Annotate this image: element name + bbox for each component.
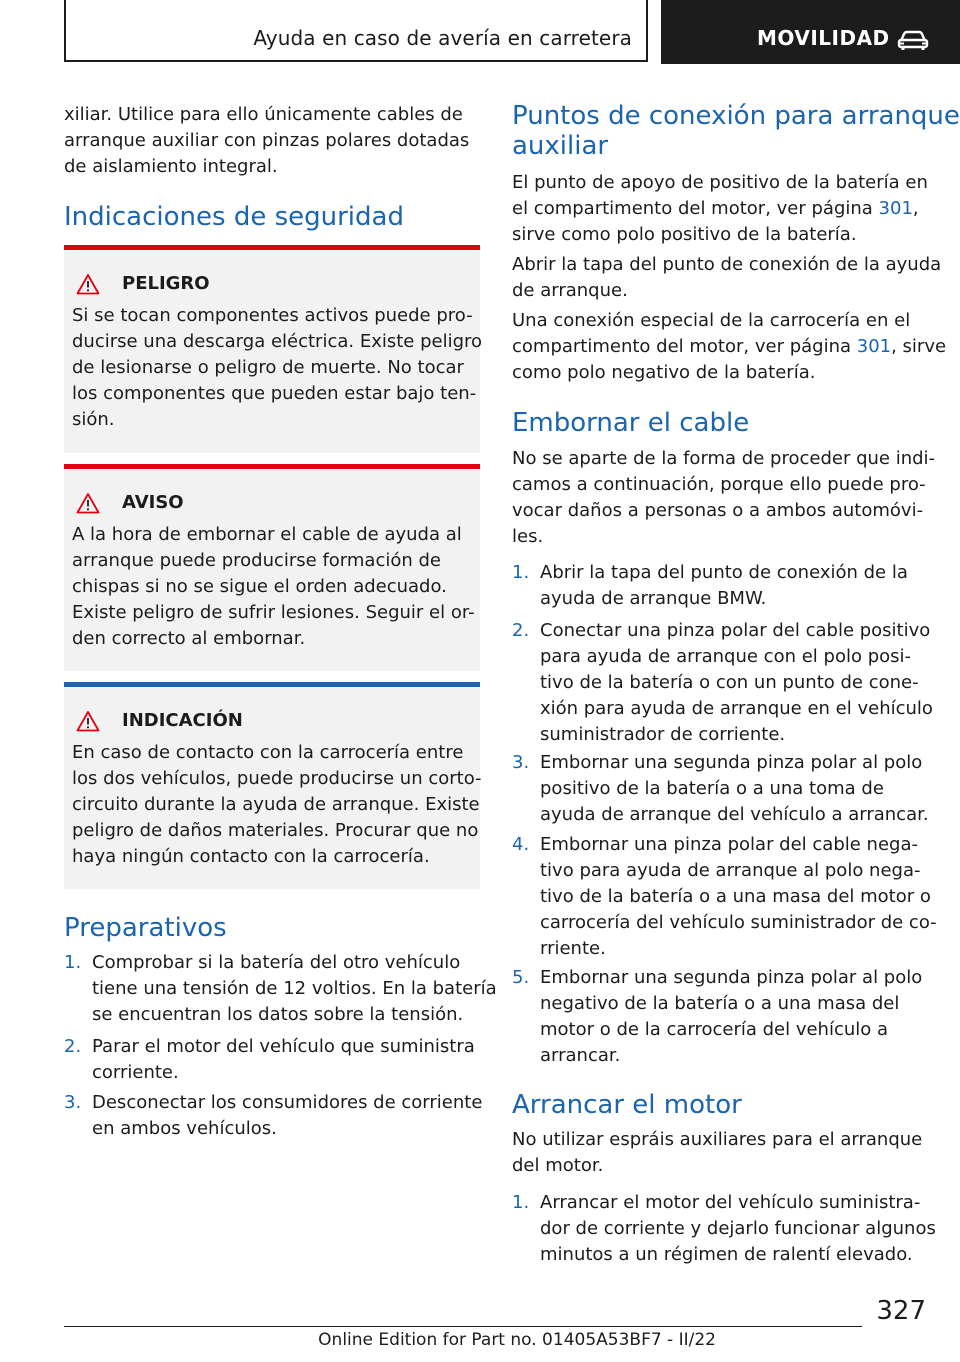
notice-bar <box>64 682 480 687</box>
points-heading: Puntos de conexión para arranque auxiliar <box>512 101 960 161</box>
car-icon <box>897 28 929 52</box>
warning-triangle-icon <box>76 273 100 295</box>
list-item <box>512 965 932 1071</box>
step-text: Abrir la tapa del punto de conexión de la ayuda de arranque BMW. <box>540 562 908 609</box>
warning-triangle-icon <box>76 710 100 732</box>
warning-bar <box>64 464 480 469</box>
step-text: Comprobar si la batería del otro vehículo tiene una tensión de 12 voltios. En la batería se encuentran los datos sobre la tensión. <box>92 952 497 1025</box>
points-text: Una conexión especial de la carrocería en el compartimento del motor, ver página <box>512 310 911 357</box>
points-paragraph-2: Abrir la tapa del punto de conexión de la ayuda de arranque. <box>512 254 942 301</box>
points-paragraph-3 <box>512 308 946 386</box>
step-text: Arrancar el motor del vehículo suministra- dor de corriente y dejarlo funcionar algunos minutos a un régimen de ralentí elevado. <box>540 1192 936 1265</box>
danger-bar <box>64 245 480 250</box>
chapter-tab <box>64 0 648 62</box>
step-number: 3. <box>64 1092 82 1113</box>
footer-divider <box>64 1326 862 1327</box>
step-text: Embornar una segunda pinza polar al polo positivo de la batería o a una toma de ayuda de arranque del vehículo a arrancar. <box>540 752 929 825</box>
list-item <box>64 1090 484 1144</box>
list-item <box>512 750 932 830</box>
section-label: MOVILIDAD <box>757 26 890 50</box>
list-item <box>512 1190 936 1270</box>
page-header <box>64 0 960 66</box>
prep-heading: Preparativos <box>64 913 227 943</box>
notice-label: INDICACIÓN <box>122 710 243 731</box>
intro-paragraph: xiliar. Utilice para ello únicamente cables de arranque auxiliar con pinzas polares dotadas de aislamiento integral. <box>64 104 470 177</box>
cable-intro: No se aparte de la forma de proceder que indi- camos a continuación, porque ello puede pro- vocar daños a personas o a ambos automóvi- les. <box>512 448 936 547</box>
step-text: Embornar una segunda pinza polar al polo negativo de la batería o a una masa del motor o de la carrocería del vehículo a arrancar. <box>540 967 923 1066</box>
step-text: Desconectar los consumidores de corriente en ambos vehículos. <box>92 1092 483 1139</box>
list-item <box>512 560 932 614</box>
warning-box <box>64 464 480 671</box>
step-text: Embornar una pinza polar del cable nega- tivo para ayuda de arranque al polo nega- tivo de la batería o a una masa del motor o carrocería del vehículo suministrador de co- rriente. <box>540 834 937 959</box>
page-link[interactable]: 301 <box>856 336 892 357</box>
list-item <box>512 618 932 750</box>
safety-heading: Indicaciones de seguridad <box>64 202 404 232</box>
list-item <box>512 832 937 964</box>
danger-box <box>64 245 483 453</box>
step-number: 1. <box>512 562 530 583</box>
list-item <box>64 1034 484 1088</box>
step-number: 3. <box>512 752 530 773</box>
cable-heading: Embornar el cable <box>512 408 750 438</box>
list-item <box>64 950 497 1030</box>
page-number: 327 <box>876 1296 926 1326</box>
warning-triangle-icon <box>76 492 100 514</box>
edition-text: Online Edition for Part no. 01405A53BF7 - II/22 <box>318 1330 716 1350</box>
start-intro: No utilizar espráis auxiliares para el arranque del motor. <box>512 1129 923 1176</box>
danger-label: PELIGRO <box>122 273 210 294</box>
warning-text: A la hora de embornar el cable de ayuda al arranque puede producirse formación de chispas si no se sigue el orden adecuado. Existe peligro de sufrir lesiones. Seguir el or- den correcto al embornar. <box>72 524 475 649</box>
chapter-title: Ayuda en caso de avería en carretera <box>253 26 632 50</box>
notice-text: En caso de contacto con la carrocería entre los dos vehículos, puede producirse un corto- circuito durante la ayuda de arranque. Existe peligro de daños materiales. Procurar que no haya ningún contacto con la carrocería. <box>72 742 482 867</box>
step-number: 2. <box>512 620 530 641</box>
notice-box <box>64 682 480 889</box>
points-paragraph-1 <box>512 170 928 248</box>
warning-label: AVISO <box>122 492 184 513</box>
step-text: Parar el motor del vehículo que suministra corriente. <box>92 1036 475 1083</box>
points-text: El punto de apoyo de positivo de la batería en el compartimento del motor, ver página <box>512 172 928 219</box>
start-heading: Arrancar el motor <box>512 1090 742 1120</box>
danger-text: Si se tocan componentes activos puede pro- ducirse una descarga eléctrica. Existe peligro de lesionarse o peligro de muerte. No tocar los componentes que pueden estar bajo ten- sión. <box>72 305 483 430</box>
step-number: 2. <box>64 1036 82 1057</box>
section-tab <box>661 0 960 64</box>
step-number: 1. <box>512 1192 530 1213</box>
step-number: 5. <box>512 967 530 988</box>
step-text: Conectar una pinza polar del cable positivo para ayuda de arranque con el polo posi- tivo de la batería o con un punto de cone- xión para ayuda de arranque en el vehículo suministrador de corriente. <box>540 620 933 745</box>
points-text: , sirve como polo positivo de la batería. <box>512 198 919 245</box>
page-link[interactable]: 301 <box>878 198 913 219</box>
step-number: 1. <box>64 952 82 973</box>
step-number: 4. <box>512 834 530 855</box>
points-text: , sirve como polo negativo de la batería. <box>512 336 947 383</box>
